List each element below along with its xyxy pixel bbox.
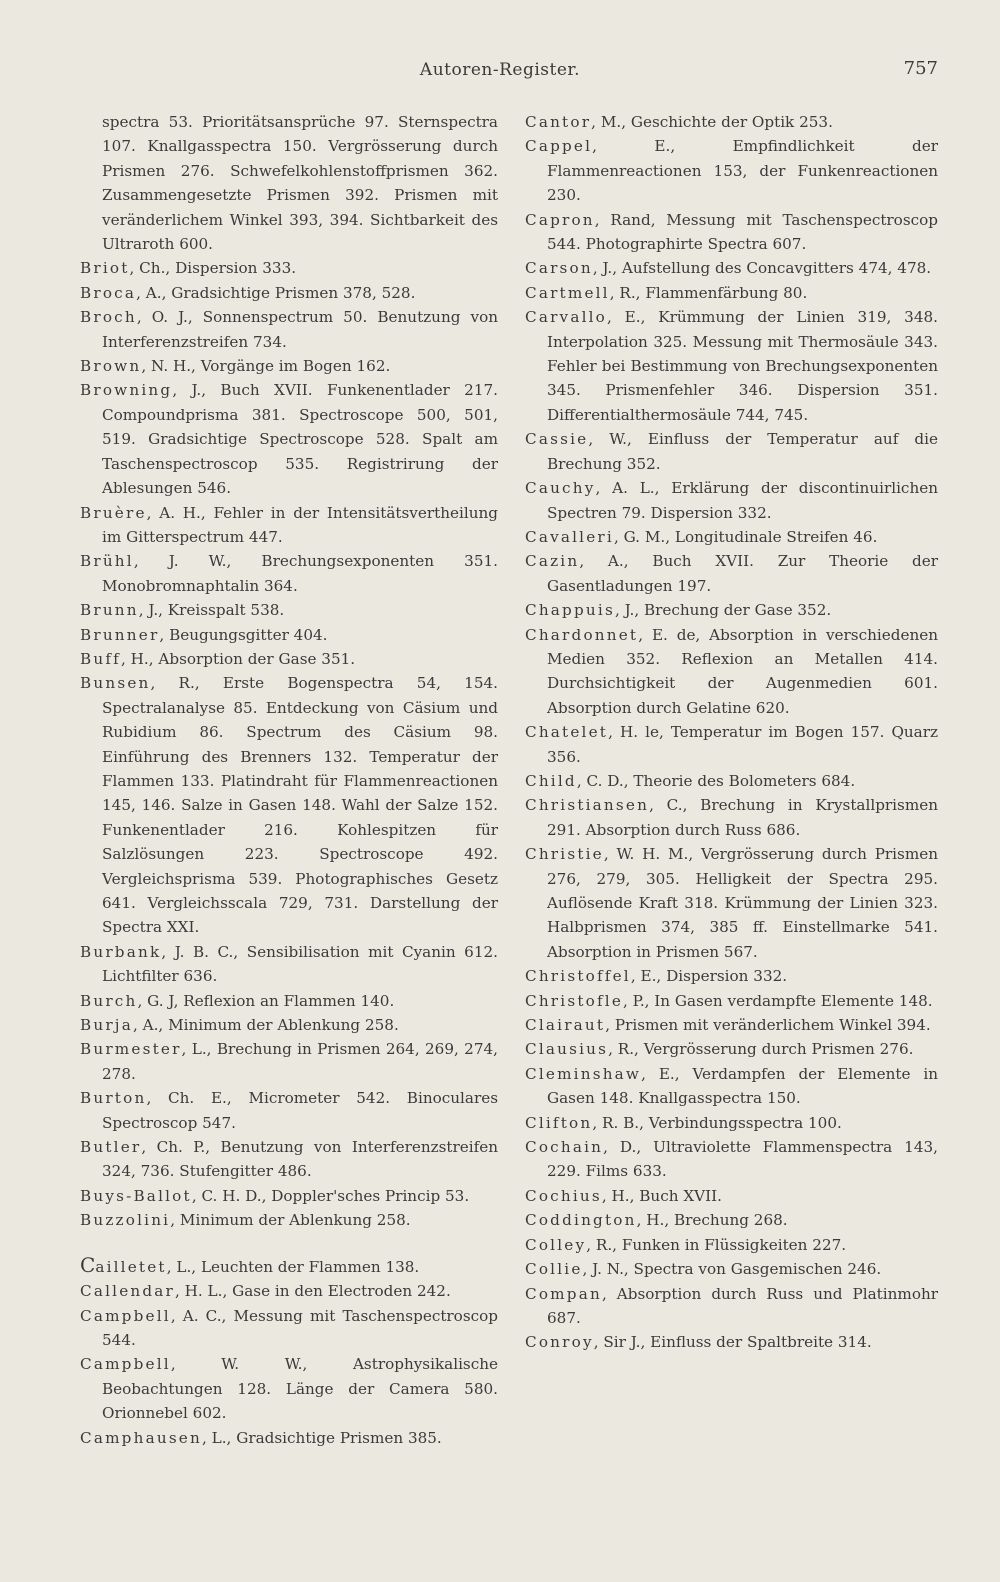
author-name: Christoffel — [525, 967, 631, 986]
author-name: Cappel — [525, 137, 593, 156]
index-entry — [525, 623, 938, 721]
entry-text: , E., Krümmung der Linien 319, 348. Interpolation 325. Messung mit Thermosäule 343. Fehler bei Bestimmung von Brechungsexponenten 345. Prismenfehler 346. Dispersion 351. Differentialthermosäule 744, 745. — [547, 308, 938, 424]
author-name: Clifton — [525, 1113, 593, 1132]
right-column — [525, 110, 938, 1355]
entry-text: , Rand, Messung mit Taschenspectroscop 544. Photographirte Spectra 607. — [547, 210, 938, 254]
index-entry — [525, 1135, 938, 1184]
index-entry — [80, 354, 498, 378]
entry-text: , Ch. E., Micrometer 542. Binoculares Spectroscop 547. — [102, 1089, 498, 1132]
section-initial: C — [80, 1252, 96, 1277]
index-entry — [80, 940, 498, 989]
author-name: Cazin — [525, 552, 580, 571]
author-name: Burbank — [80, 942, 162, 961]
index-entry — [80, 305, 498, 354]
entry-text: , J., Brechung der Gase 352. — [614, 601, 832, 620]
author-name: Buys-Ballot — [80, 1186, 192, 1205]
entry-text: , H., Brechung 268. — [636, 1211, 788, 1230]
entry-text: , Prismen mit veränderlichem Winkel 394. — [605, 1016, 931, 1035]
author-name: Compan — [525, 1284, 602, 1303]
entry-text: , A., Buch XVII. Zur Theorie der Gasentladungen 197. — [547, 552, 938, 595]
entry-text: , C. D., Theorie des Bolometers 684. — [576, 771, 856, 790]
author-name: Brown — [80, 357, 142, 376]
index-entry — [525, 842, 938, 964]
author-name: Brunn — [80, 601, 139, 620]
author-name: ailletet — [95, 1257, 167, 1276]
entry-text: , E., Empfindlichkeit der Flammenreactionen 153, der Funkenreactionen 230. — [547, 137, 938, 205]
author-name: Cleminshaw — [525, 1064, 642, 1083]
entry-text: , H. L., Gase in den Electroden 242. — [175, 1282, 451, 1301]
index-entry — [525, 525, 938, 549]
author-name: Campbell — [80, 1306, 171, 1325]
index-entry — [80, 1253, 498, 1279]
index-entry — [80, 281, 498, 305]
index-entry — [80, 1352, 498, 1425]
author-name: Callendar — [80, 1282, 175, 1301]
entry-text: , H., Buch XVII. — [601, 1186, 722, 1205]
author-name: Clausius — [525, 1040, 609, 1059]
index-entry — [80, 1013, 498, 1037]
index-entry — [80, 1086, 498, 1135]
index-entry — [525, 256, 938, 280]
continued-entry — [80, 110, 498, 256]
entry-text: , L., Gradsichtige Prismen 385. — [201, 1428, 442, 1447]
entry-text: , E. de, Absorption in verschiedenen Medien 352. Reflexion an Metallen 414. Durchsichtigkeit der Augenmedien 601. Absorption durch Gelatine 620. — [547, 625, 938, 717]
entry-text: , D., Ultraviolette Flammenspectra 143, 229. Films 633. — [547, 1138, 938, 1181]
author-name: Cauchy — [525, 479, 596, 498]
entry-text: , C. H. D., Doppler'sches Princip 53. — [191, 1186, 470, 1205]
author-name: Cochain — [525, 1138, 604, 1157]
index-entry — [80, 256, 498, 280]
author-name: Cassie — [525, 430, 589, 449]
entry-text: , G. M., Longitudinale Streifen 46. — [613, 527, 878, 546]
index-entry — [525, 720, 938, 769]
author-name: Colley — [525, 1235, 587, 1254]
running-header: Autoren-Register. — [419, 60, 581, 80]
index-entry — [80, 549, 498, 598]
author-name: Coddington — [525, 1211, 637, 1230]
index-entry — [80, 1208, 498, 1232]
entry-text: , Ch. P., Benutzung von Interferenzstreifen 324, 736. Stufengitter 486. — [102, 1138, 498, 1181]
index-entry — [525, 1037, 938, 1061]
index-entry — [525, 1111, 938, 1135]
author-name: Conroy — [525, 1333, 594, 1352]
entry-text: , A. L., Erklärung der discontinuirlichen Spectren 79. Dispersion 332. — [547, 479, 938, 522]
index-entry — [80, 623, 498, 647]
author-name: Bruère — [80, 503, 147, 522]
index-entry — [525, 1062, 938, 1111]
author-name: Broch — [80, 308, 137, 327]
index-entry — [80, 1279, 498, 1303]
entry-text: , E., Dispersion 332. — [630, 967, 788, 986]
entry-text: , A., Gradsichtige Prismen 378, 528. — [136, 283, 416, 302]
entry-text: , J. N., Spectra von Gasgemischen 246. — [582, 1260, 882, 1279]
index-entry — [525, 1282, 938, 1331]
index-entry — [525, 989, 938, 1013]
entry-text: , Absorption durch Russ und Platinmohr 687. — [547, 1284, 938, 1327]
entry-text: , Beugungsgitter 404. — [159, 625, 328, 644]
entry-text: , R. B., Verbindungsspectra 100. — [592, 1113, 842, 1132]
index-entry — [80, 1135, 498, 1184]
author-name: Burch — [80, 991, 138, 1010]
index-entry — [80, 1304, 498, 1353]
page-number: 757 — [903, 58, 938, 79]
author-name: Browning — [80, 381, 173, 400]
author-name: Child — [525, 771, 577, 790]
entry-text: , J. B. C., Sensibilisation mit Cyanin 612. Lichtfilter 636. — [102, 942, 498, 986]
entry-text: , J., Buch XVII. Funkenentlader 217. Compoundprisma 381. Spectroscope 500, 501, 519. Gradsichtige Spectroscope 528. Spalt am Taschenspectroscop 535. Registrirung der Ablesungen 546. — [102, 381, 498, 498]
author-name: Burja — [80, 1016, 133, 1035]
author-name: Carvallo — [525, 308, 608, 327]
index-entry — [525, 427, 938, 476]
index-entry — [80, 989, 498, 1013]
author-name: Cochius — [525, 1186, 602, 1205]
index-entry — [525, 1330, 938, 1354]
index-entry — [80, 378, 498, 500]
index-entry — [525, 598, 938, 622]
entry-text: , P., In Gasen verdampfte Elemente 148. — [623, 991, 933, 1010]
author-name: Butler — [80, 1138, 142, 1157]
entry-text: , A., Minimum der Ablenkung 258. — [132, 1016, 399, 1035]
author-name: Collie — [525, 1260, 583, 1279]
author-name: Broca — [80, 283, 137, 302]
entry-text: , H., Absorption der Gase 351. — [121, 649, 356, 668]
author-name: Burmester — [80, 1040, 182, 1059]
entry-text: , J., Kreisspalt 538. — [138, 601, 285, 620]
author-name: Cavalleri — [525, 527, 614, 546]
author-name: Carson — [525, 259, 593, 278]
index-entry — [80, 1037, 498, 1086]
entry-text: , M., Geschichte der Optik 253. — [591, 113, 833, 131]
entry-text: , L., Brechung in Prismen 264, 269, 274, 278. — [102, 1040, 498, 1083]
index-entry — [525, 1257, 938, 1281]
index-entry — [525, 1013, 938, 1037]
entry-text: , G. J, Reflexion an Flammen 140. — [137, 991, 395, 1010]
index-entry — [525, 1184, 938, 1208]
author-name: Chardonnet — [525, 625, 639, 644]
index-entry — [80, 501, 498, 550]
entry-text: , R., Flammenfärbung 80. — [609, 283, 808, 302]
author-name: Cartmell — [525, 283, 610, 302]
author-name: Buzzolini — [80, 1211, 171, 1230]
entry-text: , A. C., Messung mit Taschenspectroscop 544. — [102, 1306, 498, 1349]
index-entry — [80, 671, 498, 939]
author-name: Briot — [80, 259, 130, 278]
index-entry — [80, 1426, 498, 1450]
index-entry — [525, 769, 938, 793]
entry-text: , Sir J., Einfluss der Spaltbreite 314. — [593, 1333, 872, 1352]
index-entry — [525, 1208, 938, 1232]
author-name: Christie — [525, 845, 604, 864]
index-entry — [80, 598, 498, 622]
entry-text: , L., Leuchten der Flammen 138. — [166, 1257, 420, 1276]
author-name: Capron — [525, 210, 595, 229]
author-name: Campbell — [80, 1355, 171, 1374]
entry-text: , W. W., Astrophysikalische Beobachtungen 128. Länge der Camera 580. Orionnebel 602. — [102, 1355, 498, 1423]
entry-text: , J., Aufstellung des Concavgitters 474, 478. — [592, 259, 932, 278]
index-entry — [80, 1184, 498, 1208]
author-name: Christofle — [525, 991, 624, 1010]
author-name: Camphausen — [80, 1428, 202, 1447]
left-column — [80, 110, 498, 1450]
entry-text: , E., Verdampfen der Elemente in Gasen 148. Knallgasspectra 150. — [547, 1064, 938, 1108]
section-gap — [80, 1233, 498, 1253]
index-entry — [80, 647, 498, 671]
entry-text: , R., Erste Bogenspectra 54, 154. Spectralanalyse 85. Entdeckung von Cäsium und Rubidium 86. Spectrum des Cäsium 98. Einführung des Brenners 132. Temperatur der Flammen 133. Platindraht für Flammenreactionen 145, 146. Salze in Gasen 148. Wahl der Salze 152. Funkenentlader 216. Kohlespitzen für Salzlösungen 223. Spectroscope 492. Vergleichsprisma 539. Photographisches Gesetz 641. Vergleichsscala 729, 731. Darstellung der Spectra XXI. — [102, 674, 498, 937]
entry-text: , R., Funken in Flüssigkeiten 227. — [586, 1235, 847, 1254]
author-name: Chatelet — [525, 723, 609, 742]
author-name: Clairaut — [525, 1016, 606, 1035]
author-name: Cantor — [525, 113, 592, 131]
entry-text: , A. H., Fehler in der Intensitätsvertheilung im Gitterspectrum 447. — [102, 503, 498, 546]
entry-text: spectra 53. Prioritätsansprüche 97. Sternspectra 107. Knallgasspectra 150. Vergrösserung durch Prismen 276. Schwefelkohlenstoffprismen 362. Zusammengesetzte Prismen 392. Prismen mit veränderlichem Winkel 393, 394. Sichtbarkeit des Ultraroth 600. — [102, 113, 498, 254]
index-entry — [525, 549, 938, 598]
author-name: Brühl — [80, 552, 134, 571]
index-entry — [525, 134, 938, 207]
entry-text: , J. W., Brechungsexponenten 351. Monobromnaphtalin 364. — [102, 552, 498, 595]
entry-text: , N. H., Vorgänge im Bogen 162. — [141, 357, 391, 376]
author-name: Bunsen — [80, 674, 151, 693]
entry-text: , Minimum der Ablenkung 258. — [170, 1211, 411, 1230]
entry-text: , H. le, Temperatur im Bogen 157. Quarz 356. — [547, 723, 938, 766]
index-entry — [525, 281, 938, 305]
index-entry — [525, 208, 938, 257]
index-entry — [525, 793, 938, 842]
entry-text: , Ch., Dispersion 333. — [129, 259, 297, 278]
author-name: Buff — [80, 649, 121, 668]
index-entry — [525, 110, 938, 134]
index-entry — [525, 476, 938, 525]
index-entry — [525, 964, 938, 988]
entry-text: , R., Vergrösserung durch Prismen 276. — [608, 1040, 914, 1059]
author-name: Christiansen — [525, 796, 650, 815]
entry-text: , C., Brechung in Krystallprismen 291. Absorption durch Russ 686. — [547, 796, 938, 839]
entry-text: , W. H. M., Vergrösserung durch Prismen 276, 279, 305. Helligkeit der Spectra 295. Auflösende Kraft 318. Krümmung der Linien 323. Halbprismen 374, 385 ff. Einstellmarke 541. Absorption in Prismen 567. — [547, 845, 938, 961]
index-entry — [525, 305, 938, 427]
author-name: Burton — [80, 1089, 147, 1108]
entry-text: , W., Einfluss der Temperatur auf die Brechung 352. — [547, 430, 938, 473]
author-name: Chappuis — [525, 601, 615, 620]
entry-text: , O. J., Sonnenspectrum 50. Benutzung von Interferenzstreifen 734. — [102, 308, 498, 351]
index-entry — [525, 1233, 938, 1257]
author-name: Brunner — [80, 625, 160, 644]
